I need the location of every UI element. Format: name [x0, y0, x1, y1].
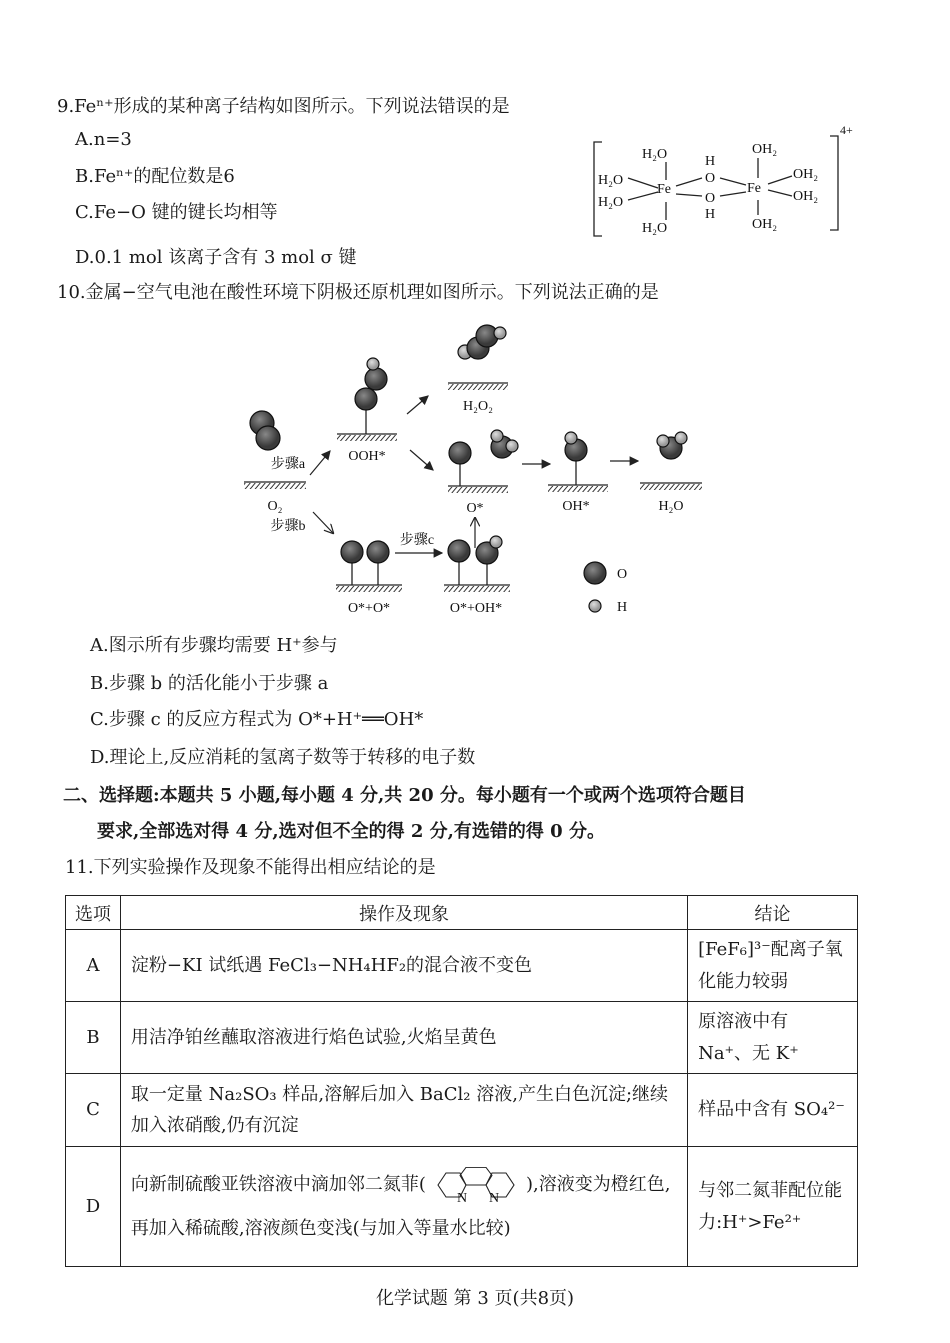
table-row — [66, 1002, 858, 1074]
legend-h-icon — [589, 600, 601, 612]
row-option: A — [66, 930, 121, 1002]
q10-option-a: A.图示所有步骤均需要 H⁺参与 — [90, 635, 338, 656]
section2-instructions: 要求,全部选对得 4 分,选对但不全的得 2 分,有选错的得 0 分。 — [97, 821, 605, 842]
table-header-row — [66, 896, 858, 930]
fe-right: Fe — [747, 181, 761, 196]
q10-option-c: C.步骤 c 的反应方程式为 O*+H⁺══OH* — [90, 709, 424, 730]
q9-option-b: B.Feⁿ⁺的配位数是6 — [75, 166, 235, 187]
label-o-oh: O*+OH* — [449, 601, 503, 616]
label-h2o: H₂O — [658, 499, 684, 514]
row-operation: 用洁净铂丝蘸取溶液进行焰色试验,火焰呈黄色 — [120, 1002, 687, 1074]
n-atom-left: N — [456, 1191, 468, 1206]
n-atom-right: N — [488, 1191, 500, 1206]
surface-o-oh — [444, 585, 510, 592]
table-row — [66, 930, 858, 1002]
row-conclusion: [FeF₆]³⁻配离子氧化能力较弱 — [688, 930, 858, 1002]
h-atom — [506, 440, 518, 452]
label-h2o2: H₂O₂ — [463, 399, 493, 414]
surface-oh — [548, 485, 608, 492]
label-oh-star: OH* — [562, 499, 590, 514]
row-operation: 取一定量 Na₂SO₃ 样品,溶解后加入 BaCl₂ 溶液,产生白色沉淀;继续加入浓硝酸,仍有沉淀 — [120, 1074, 687, 1147]
label-o-star: O* — [466, 501, 484, 516]
o-atom — [367, 541, 389, 563]
fe-complex-structure — [580, 120, 860, 250]
bridge-o-bottom: O — [705, 191, 716, 206]
surface-o-o — [336, 585, 402, 592]
header-option: 选项 — [66, 896, 121, 930]
bridge-h-bottom: H — [705, 207, 716, 222]
operation-text-before: 向新制硫酸亚铁溶液中滴加邻二氮菲( — [130, 1174, 426, 1196]
q10-option-b: B.步骤 b 的活化能小于步骤 a — [90, 673, 329, 694]
q11-stem: 11.下列实验操作及现象不能得出相应结论的是 — [65, 857, 436, 878]
ligand-bottom-left: H₂O — [642, 221, 668, 236]
q9-option-d: D.0.1 mol 该离子含有 3 mol σ 键 — [75, 247, 357, 268]
h-atom — [491, 430, 503, 442]
page-footer: 化学试题 第 3 页(共8页) — [375, 1288, 575, 1309]
label-step-b: 步骤b — [270, 519, 306, 534]
o-atom — [365, 368, 387, 390]
surface-h2o — [640, 483, 702, 490]
header-operation: 操作及现象 — [120, 896, 687, 930]
h-atom — [675, 432, 687, 444]
bridge-h-top: H — [705, 154, 716, 169]
surface-o — [448, 486, 508, 493]
arrow-to-h2o2 — [407, 396, 428, 414]
arrow-to-o — [410, 450, 433, 470]
ligand-right-1: OH₂ — [793, 167, 819, 182]
ligand-left-2: H₂O — [598, 195, 624, 210]
h-atom — [494, 327, 506, 339]
row-option: D — [66, 1147, 121, 1267]
surface-o2 — [244, 482, 306, 489]
ligand-top-left: H₂O — [642, 147, 668, 162]
ligand-bottom-right: OH₂ — [752, 217, 778, 232]
label-step-a: 步骤a — [270, 457, 306, 472]
label-o2: O₂ — [267, 499, 283, 514]
section2-heading: 二、选择题:本题共 5 小题,每小题 4 分,共 20 分。每小题有一个或两个选项符合题目 — [63, 785, 746, 806]
label-step-c: 步骤c — [399, 533, 435, 548]
surface-h2o2 — [448, 383, 508, 390]
q10-option-d: D.理论上,反应消耗的氢离子数等于转移的电子数 — [90, 747, 476, 768]
o-atom — [256, 426, 280, 450]
fe-left: Fe — [657, 182, 671, 197]
surface-ooh — [337, 434, 397, 441]
o-atom — [355, 388, 377, 410]
q11-table — [65, 895, 858, 1267]
operation-text-after: ),溶液变为橙红色,再加入稀硫酸,溶液颜色变浅(与加入等量水比较) — [130, 1174, 671, 1239]
legend-h-label: H — [616, 600, 628, 615]
h-atom — [367, 358, 379, 370]
row-conclusion: 原溶液中有 Na⁺、无 K⁺ — [688, 1002, 858, 1074]
q9-option-a: A.n=3 — [75, 129, 132, 150]
o-atom — [449, 442, 471, 464]
row-option: B — [66, 1002, 121, 1074]
o-atom — [341, 541, 363, 563]
h-atom — [565, 432, 577, 444]
arrow-step-a — [310, 451, 330, 475]
phenanthroline-structure — [426, 1165, 526, 1205]
row-conclusion: 样品中含有 SO₄²⁻ — [688, 1074, 858, 1147]
row-operation — [120, 1147, 687, 1267]
ligand-left-1: H₂O — [598, 173, 624, 188]
header-conclusion: 结论 — [688, 896, 858, 930]
q9-option-c: C.Fe−O 键的键长均相等 — [75, 202, 278, 223]
row-conclusion: 与邻二氮菲配位能力:H⁺>Fe²⁺ — [688, 1147, 858, 1267]
legend-o-icon — [584, 562, 606, 584]
ligand-right-2: OH₂ — [793, 189, 819, 204]
ligand-top-right: OH₂ — [752, 142, 778, 157]
row-operation: 淀粉−KI 试纸遇 FeCl₃−NH₄HF₂的混合液不变色 — [120, 930, 687, 1002]
charge: 4+ — [840, 123, 853, 137]
q9-stem: 9.Feⁿ⁺形成的某种离子结构如图所示。下列说法错误的是 — [57, 96, 510, 117]
label-ooh: OOH* — [348, 449, 386, 464]
table-row — [66, 1074, 858, 1147]
mechanism-diagram — [230, 320, 710, 620]
bridge-o-top: O — [705, 171, 716, 186]
h-atom — [490, 536, 502, 548]
h-atom — [657, 435, 669, 447]
q10-stem: 10.金属−空气电池在酸性环境下阴极还原机理如图所示。下列说法正确的是 — [57, 282, 659, 303]
arrow-step-b — [313, 512, 333, 533]
legend-o-label: O — [616, 567, 628, 582]
o-atom — [448, 540, 470, 562]
row-option: C — [66, 1074, 121, 1147]
label-o-o: O*+O* — [347, 601, 391, 616]
table-row — [66, 1147, 858, 1267]
